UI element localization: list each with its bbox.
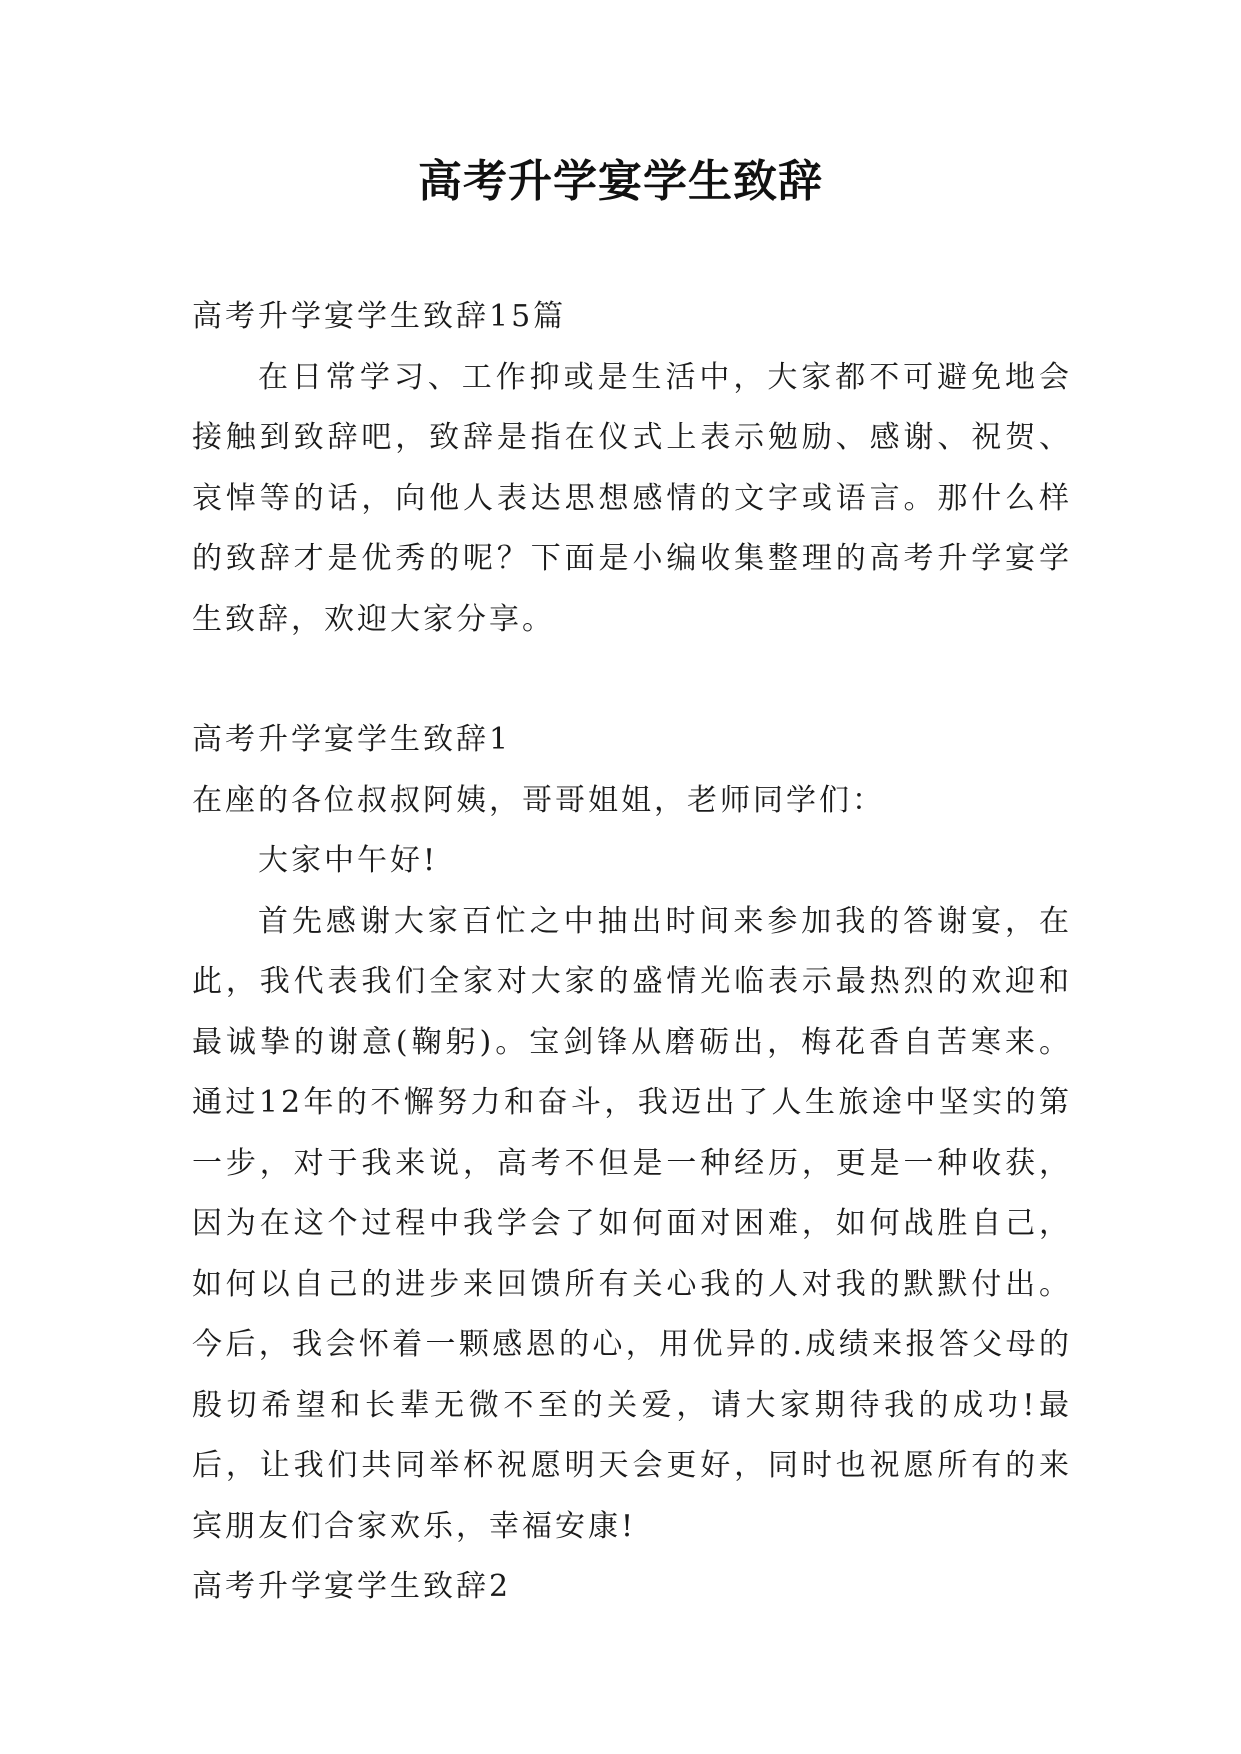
document-title: 高考升学宴学生致辞: [418, 156, 823, 207]
document-body: [192, 287, 1072, 1618]
salutation: 在座的各位叔叔阿姨，哥哥姐姐，老师同学们：: [192, 782, 885, 818]
section-heading-1: 高考升学宴学生致辞1: [192, 722, 512, 757]
collection-heading: 高考升学宴学生致辞15篇: [192, 299, 567, 334]
intro-paragraph: 在日常学习、工作抑或是生活中，大家都不可避免地会接触到致辞吧，致辞是指在仪式上表示勉励、感谢、祝贺、哀悼等的话，向他人表达思想感情的文字或语言。那什么样的致辞才是优秀的呢？下面是小编收集整理的高考升学宴学生致辞，欢迎大家分享。: [192, 359, 1072, 637]
section-heading-2: 高考升学宴学生致辞2: [192, 1569, 512, 1604]
speech-body: 首先感谢大家百忙之中抽出时间来参加我的答谢宴，在此，我代表我们全家对大家的盛情光临表示最热烈的欢迎和最诚挚的谢意(鞠躬)。宝剑锋从磨砺出，梅花香自苦寒来。通过12年的不懈努力和奋斗，我迈出了人生旅途中坚实的第一步，对于我来说，高考不但是一种经历，更是一种收获，因为在这个过程中我学会了如何面对困难，如何战胜自己，如何以自己的进步来回馈所有关心我的人对我的默默付出。今后，我会怀着一颗感恩的心，用优异的.成绩来报答父母的殷切希望和长辈无微不至的关爱，请大家期待我的成功!最后，让我们共同举杯祝愿明天会更好，同时也祝愿所有的来宾朋友们合家欢乐，幸福安康!: [192, 903, 1072, 1544]
greeting: 大家中午好!: [258, 843, 439, 878]
